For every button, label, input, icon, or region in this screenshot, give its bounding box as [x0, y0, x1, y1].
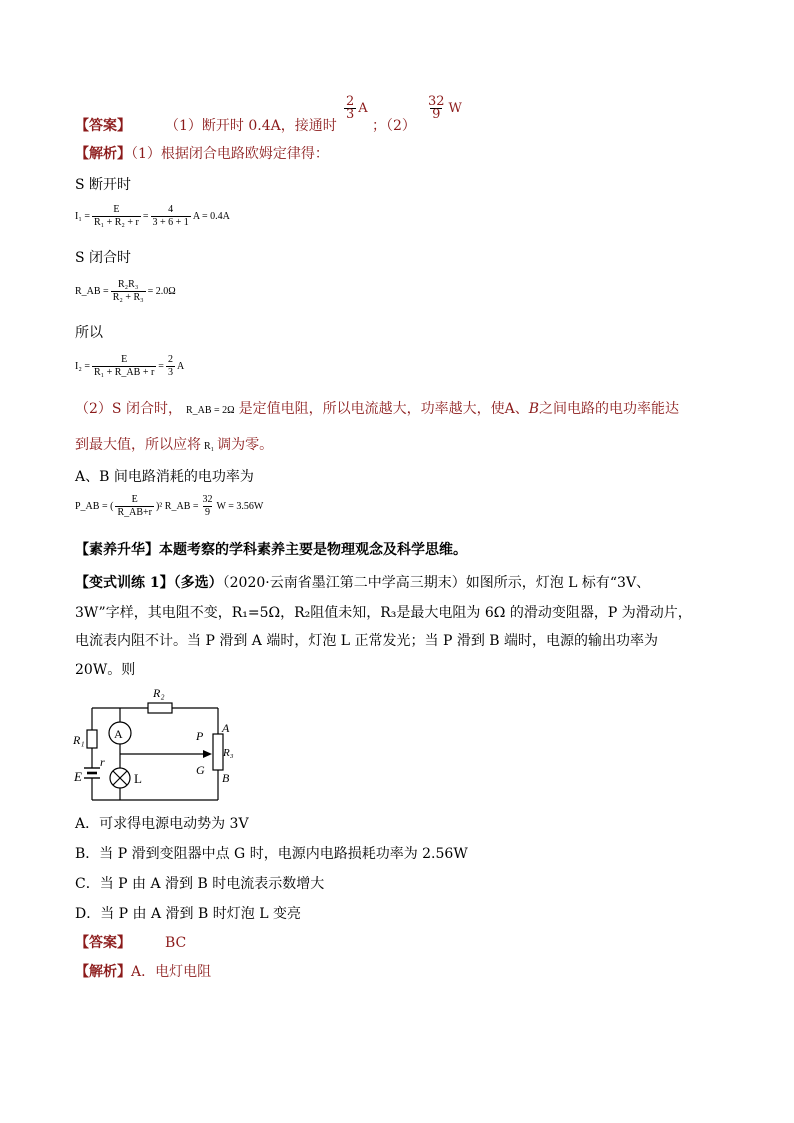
label-ammeter: A [114, 727, 123, 741]
s-closed-text: S 闭合时 [75, 250, 132, 266]
inline-rab: R_AB = 2Ω [185, 405, 235, 416]
analysis-intro: （1）根据闭合电路欧姆定律得： [131, 146, 329, 162]
exercise-line3: 电流表内阻不计。当 P 滑到 A 端时，灯泡 L 正常发光；当 P 滑到 B 端时，电源的输出功率为 [75, 633, 659, 649]
answer-fraction-2: $\frac{32}{9}$ W [428, 94, 462, 122]
analysis-row [75, 145, 329, 163]
answer2-value: BC [165, 935, 187, 951]
label-b: B [222, 771, 230, 785]
label-r3: R₃ [223, 747, 234, 759]
option-a: A．可求得电源电动势为 3V [75, 816, 249, 832]
rheostat-r3 [213, 734, 223, 770]
exercise-line4: 20W。则 [75, 662, 136, 678]
so-text: 所以 [75, 325, 103, 341]
resistor-r2 [148, 703, 172, 713]
label-a: A [222, 721, 230, 735]
equation-pab: P_AB = ( $\frac{E}{R\_AB+r}$ )² R_AB = $\frac{32}{9}$ W = 3.56W [75, 494, 264, 518]
answer-part1: （1）断开时 0.4A，接通时 [165, 118, 337, 134]
answer-label: 【答案】 [75, 118, 131, 134]
answer-text [165, 117, 337, 135]
resistor-r1 [87, 730, 97, 748]
circuit-diagram [70, 684, 234, 806]
s-open-text: S 断开时 [75, 177, 132, 193]
exercise-label: 【变式训练 1】 [75, 575, 174, 591]
power-text: A、B 间电路消耗的电功率为 [75, 469, 254, 485]
label-r1: R₁ [73, 733, 85, 747]
answer2-label: 【答案】 [75, 935, 131, 951]
literacy-row [75, 541, 467, 559]
answer-fraction-1: $\frac{2}{3}$ A [346, 94, 368, 122]
option-c: C．当 P 由 A 滑到 B 时电流表示数增大 [75, 876, 325, 892]
literacy-label: 【素养升华】 [75, 542, 159, 558]
part2-line1: （2）S 闭合时， R_AB = 2Ω 是定值电阻，所以电流越大，功率越大，使A、B之间电路的电功率能达 [75, 401, 679, 417]
part2-line2: 到最大值，所以应将 R₁ 调为零。 [75, 437, 274, 453]
analysis2-text: A．电灯电阻 [131, 964, 212, 980]
answer-sep: ；（2） [372, 118, 416, 134]
equation-i2: I₂ = $\frac{E}{\text{R₁ + R\_AB + r}}$ = $\frac{2}{3}$ A [75, 354, 185, 378]
equation-rab: R_AB = $\frac{\text{R₂R₃}}{\text{R₂ + R₃}}$ = 2.0Ω [75, 279, 176, 303]
answer2-row [75, 934, 131, 952]
analysis2-label: 【解析】 [75, 964, 131, 980]
option-d: D．当 P 由 A 滑到 B 时灯泡 L 变亮 [75, 906, 301, 922]
analysis-label: 【解析】 [75, 146, 131, 162]
label-g: G [196, 763, 205, 777]
label-r2: R₂ [153, 686, 165, 700]
option-b: B．当 P 滑到变阻器中点 G 时，电源内电路损耗功率为 2.56W [75, 846, 468, 862]
label-e: E [74, 769, 82, 784]
label-r: r [100, 755, 105, 769]
exercise-line1: 【变式训练 1】（多选）（2020·云南省墨江第二中学高三期末）如图所示，灯泡 L 标有“3V、 [75, 575, 651, 591]
exercise-line2: 3W”字样，其电阻不变，R₁=5Ω，R₂阻值未知，R₃是最大电阻为 6Ω 的滑动变阻器，P 为滑动片， [75, 605, 692, 621]
answer-row [75, 117, 131, 135]
analysis2-row [75, 963, 211, 981]
literacy-text: 本题考察的学科素养主要是物理观念及科学思维。 [159, 542, 467, 558]
equation-i1: I₁ = $\frac{E}{\text{R₁ + R₂ + r}}$ = $\frac{4}{3 + 6 + 1}$ A = 0.4A [75, 204, 230, 228]
label-lamp: L [134, 771, 142, 786]
label-p: P [196, 729, 204, 743]
